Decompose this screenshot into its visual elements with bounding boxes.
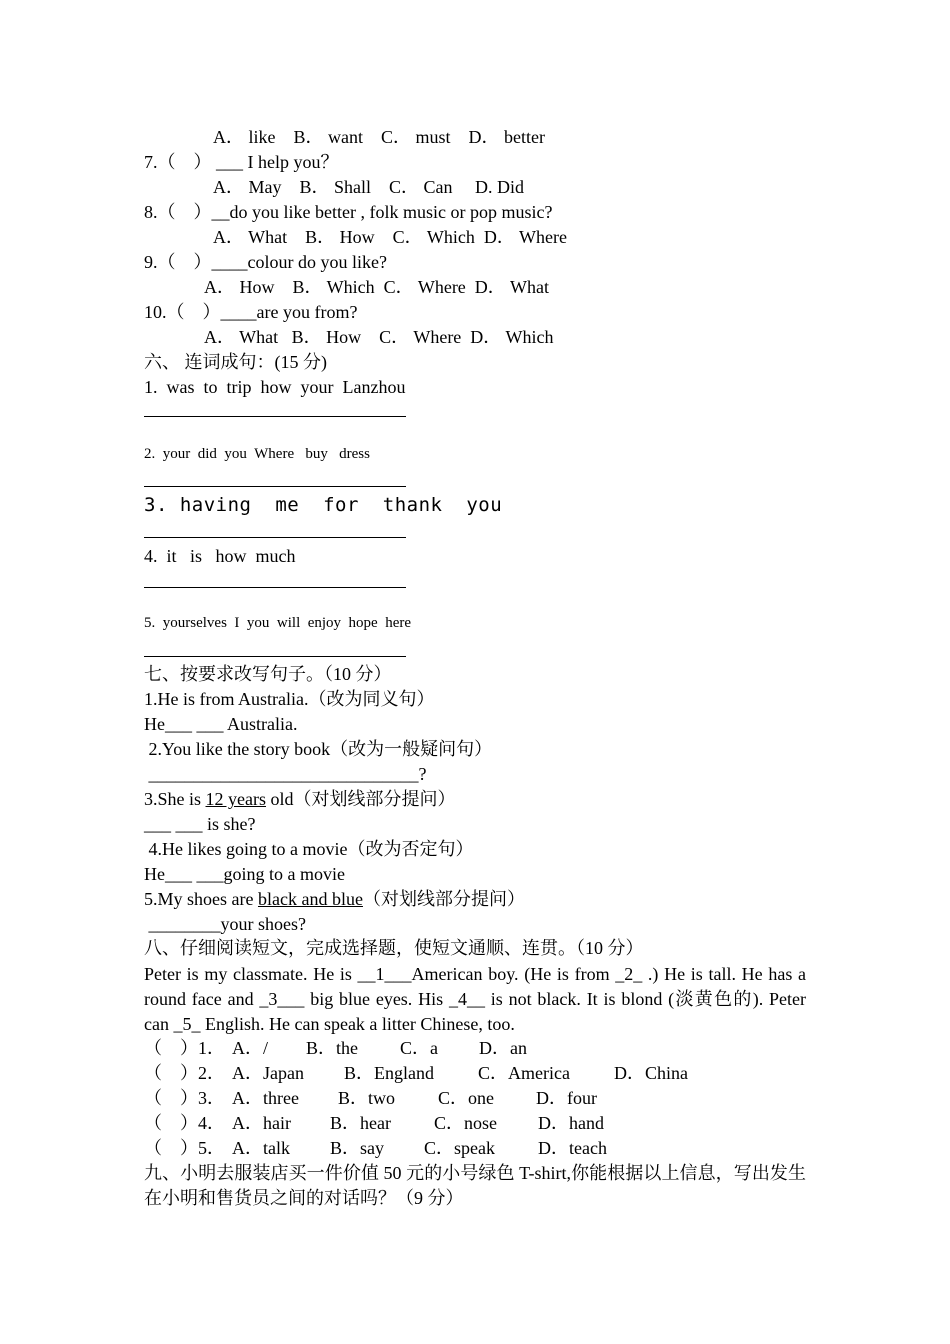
section7-q5-post: （对划线部分提问） [362, 889, 525, 909]
section6-item-3: 3. having me for thank you [144, 494, 503, 516]
section9-text: 九、小明去服装店买一件价值 50 元的小号绿色 T-shirt,你能根据以上信息，写出发生在小明和售货员之间的对话吗？（9 分） [144, 1163, 806, 1208]
section7-q5-answer: ________your shoes? [144, 914, 306, 934]
section7-q5-pre: 5.My shoes are [144, 889, 258, 909]
choice-number: （ ）3． [144, 1088, 225, 1108]
section8-title: 八、仔细阅读短文，完成选择题，使短文通顺、连贯。（10 分） [144, 938, 644, 958]
section7-q3-answer: ___ ___ is she? [144, 814, 256, 834]
q6-options: A． like B． want C． must D． better [213, 127, 545, 147]
section6-item-4: 4. it is how much [144, 546, 296, 566]
q10-stem: 10.（ ）____are you from? [144, 302, 358, 322]
choice-option: D．hand [538, 1113, 604, 1133]
q9-options: A． How B． Which C． Where D． What [204, 277, 549, 297]
section7-q4: 4.He likes going to a movie（改为否定句） [144, 839, 474, 859]
answer-line [144, 486, 406, 487]
choice-option: A．Japan [232, 1063, 304, 1083]
q10-options: A． What B． How C． Where D． Which [204, 327, 554, 347]
choice-option: D．four [536, 1088, 597, 1108]
section7-q3-pre: 3.She is [144, 789, 206, 809]
choice-option: A．three [232, 1088, 299, 1108]
choice-option: C．a [400, 1038, 438, 1058]
q8-stem: 8.（ ）__do you like better , folk music or pop music? [144, 202, 553, 222]
section7-q4-answer: He___ ___going to a movie [144, 864, 345, 884]
section7-q3-post: old（对划线部分提问） [266, 789, 456, 809]
section6-item-5: 5. yourselves I you will enjoy hope here [144, 615, 412, 631]
section6-item-2: 2. your did you Where buy dress [144, 446, 370, 462]
choice-option: A．hair [232, 1113, 291, 1133]
section6-item-1: 1. was to trip how your Lanzhou [144, 377, 406, 397]
choice-option: D．an [479, 1038, 527, 1058]
choice-option: B．hear [330, 1113, 391, 1133]
answer-line [144, 656, 406, 657]
q8-options: A． What B． How C． Which D． Where [213, 227, 567, 247]
choice-option: C．one [438, 1088, 494, 1108]
choice-option: B．say [330, 1138, 384, 1158]
choice-option: D．China [614, 1063, 688, 1083]
choice-option: A．talk [232, 1138, 290, 1158]
choice-number: （ ）2． [144, 1063, 225, 1083]
section8-passage: Peter is my classmate. He is __1___American boy. (He is from _2_ .) He is tall. He has a round face and _3___ big blue eyes. His _4__ is not black. It is blond (淡黄色的). Peter can _5_ English. He can speak a litter Chinese, too. [144, 964, 806, 1034]
answer-line [144, 416, 406, 417]
section7-title: 七、按要求改写句子。（10 分） [144, 664, 392, 684]
q7-stem: 7.（ ） ___ I help you？ [144, 152, 339, 172]
section7-q2-answer: ______________________________? [144, 764, 427, 784]
section7-q5-underlined: black and blue [257, 889, 363, 909]
choice-option: B．the [306, 1038, 358, 1058]
section7-q3 [144, 788, 456, 810]
section7-q3-underlined: 12 years [205, 789, 266, 809]
section7-q2: 2.You like the story book（改为一般疑问句） [144, 739, 493, 759]
choice-option: B．England [344, 1063, 434, 1083]
q7-options: A． May B． Shall C． Can D. Did [213, 177, 525, 197]
choice-number: （ ）4． [144, 1113, 225, 1133]
q9-stem: 9.（ ）____colour do you like? [144, 252, 387, 272]
choice-option: C．America [478, 1063, 570, 1083]
choice-option: B．two [338, 1088, 396, 1108]
answer-line [144, 537, 406, 538]
choice-option: C．speak [424, 1138, 495, 1158]
answer-line [144, 587, 406, 588]
choice-number: （ ）1． [144, 1038, 225, 1058]
section7-q1-answer: He___ ___ Australia. [144, 714, 298, 734]
choice-option: A．/ [232, 1038, 268, 1058]
choice-number: （ ）5． [144, 1138, 225, 1158]
section6-title: 六、 连词成句：(15 分) [144, 352, 327, 372]
section7-q1: 1.He is from Australia.（改为同义句） [144, 689, 435, 709]
section7-q5 [144, 888, 525, 910]
choice-option: D．teach [538, 1138, 607, 1158]
choice-option: C．nose [434, 1113, 497, 1133]
